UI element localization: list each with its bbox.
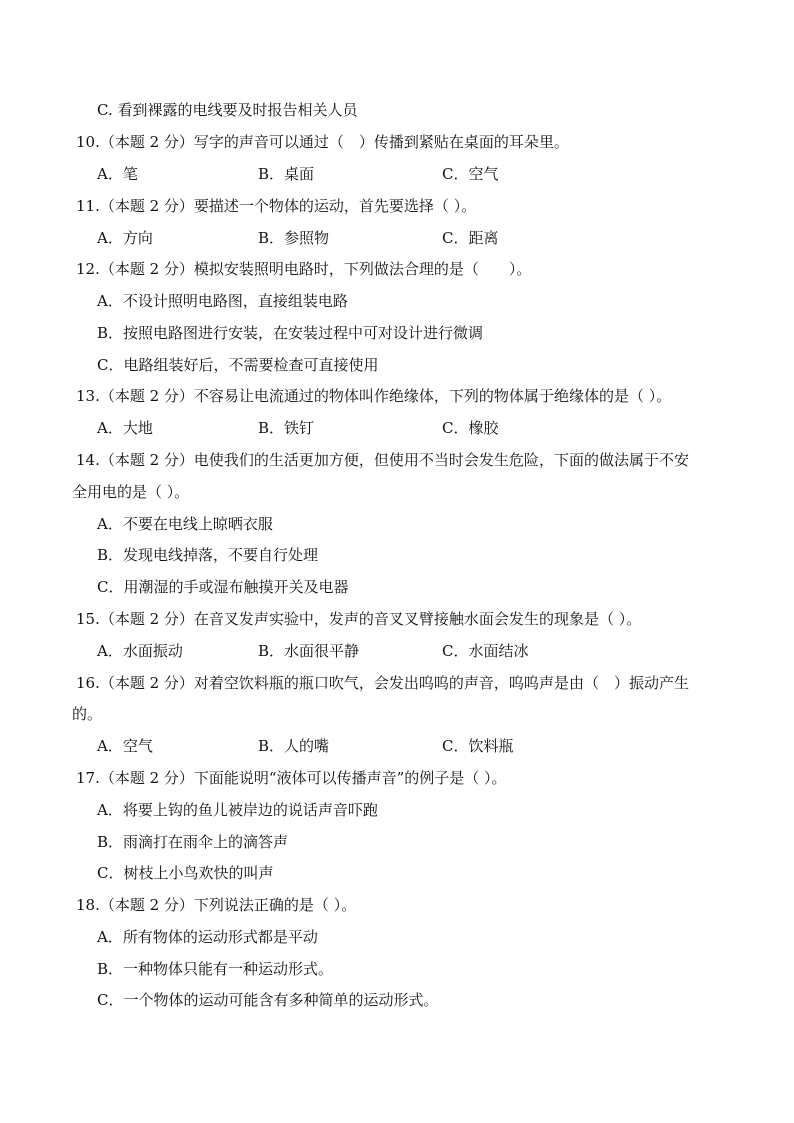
q16-question-continued: 的。 xyxy=(72,705,103,723)
q13-options xyxy=(0,418,794,438)
q16-options xyxy=(0,736,794,756)
q11-options xyxy=(0,228,794,248)
q15-options xyxy=(0,641,794,661)
q13-option-a: A．大地 xyxy=(97,419,153,437)
q14-question-continued: 全用电的是（ ）。 xyxy=(72,483,190,501)
q13-question: 13.（本题 2 分）不容易让电流通过的物体叫作绝缘体，下列的物体属于绝缘体的是（ ）。 xyxy=(76,387,672,405)
q9-option-c: C. 看到裸露的电线要及时报告相关人员 xyxy=(97,101,358,119)
q18-option-c: C．一个物体的运动可能含有多种简单的运动形式。 xyxy=(97,991,439,1009)
q12-option-c: C．电路组装好后，不需要检查可直接使用 xyxy=(97,356,379,374)
q11-option-c: C．距离 xyxy=(442,229,499,247)
q15-question: 15.（本题 2 分）在音叉发声实验中，发声的音叉叉臂接触水面会发生的现象是（ ）。 xyxy=(76,610,642,628)
q10-question: 10.（本题 2 分）写字的声音可以通过（ ）传播到紧贴在桌面的耳朵里。 xyxy=(76,133,569,151)
q11-option-b: B．参照物 xyxy=(258,229,330,247)
q17-question: 17.（本题 2 分）下面能说明“液体可以传播声音”的例子是（ ）。 xyxy=(76,769,507,787)
q17-option-c: C．树枝上小鸟欢快的叫声 xyxy=(97,864,274,882)
q15-option-a: A．水面振动 xyxy=(97,642,183,660)
q17-option-b: B．雨滴打在雨伞上的滴答声 xyxy=(97,833,289,851)
q18-option-b: B．一种物体只能有一种运动形式。 xyxy=(97,960,334,978)
q15-option-c: C．水面结冰 xyxy=(442,642,529,660)
q16-question: 16.（本题 2 分）对着空饮料瓶的瓶口吹气，会发出呜呜的声音，呜呜声是由（ ）振动产生 xyxy=(76,674,689,692)
q18-question: 18.（本题 2 分）下列说法正确的是（ ）。 xyxy=(76,896,357,914)
q18-option-a: A．所有物体的运动形式都是平动 xyxy=(97,928,318,946)
q10-option-c: C．空气 xyxy=(442,165,499,183)
q16-option-b: B．人的嘴 xyxy=(258,737,330,755)
q13-option-b: B．铁钉 xyxy=(258,419,315,437)
q11-option-a: A．方向 xyxy=(97,229,153,247)
q10-option-b: B．桌面 xyxy=(258,165,315,183)
q11-question: 11.（本题 2 分）要描述一个物体的运动，首先要选择（ ）。 xyxy=(76,197,477,215)
q17-option-a: A．将要上钩的鱼儿被岸边的说话声音吓跑 xyxy=(97,801,378,819)
q14-option-a: A．不要在电线上晾晒衣服 xyxy=(97,515,273,533)
q10-option-a: A．笔 xyxy=(97,165,138,183)
q14-option-b: B．发现电线掉落，不要自行处理 xyxy=(97,546,319,564)
q15-option-b: B．水面很平静 xyxy=(258,642,360,660)
q14-question: 14.（本题 2 分）电使我们的生活更加方便，但使用不当时会发生危险，下面的做法属于不安 xyxy=(76,451,689,469)
q16-option-c: C．饮料瓶 xyxy=(442,737,514,755)
q13-option-c: C．橡胶 xyxy=(442,419,499,437)
q10-options xyxy=(0,164,794,184)
q14-option-c: C．用潮湿的手或湿布触摸开关及电器 xyxy=(97,578,349,596)
q12-option-a: A．不设计照明电路图，直接组装电路 xyxy=(97,292,348,310)
q12-option-b: B．按照电路图进行安装，在安装过程中可对设计进行微调 xyxy=(97,324,484,342)
q16-option-a: A．空气 xyxy=(97,737,153,755)
q12-question: 12.（本题 2 分）模拟安装照明电路时，下列做法合理的是（ ）。 xyxy=(76,260,532,278)
